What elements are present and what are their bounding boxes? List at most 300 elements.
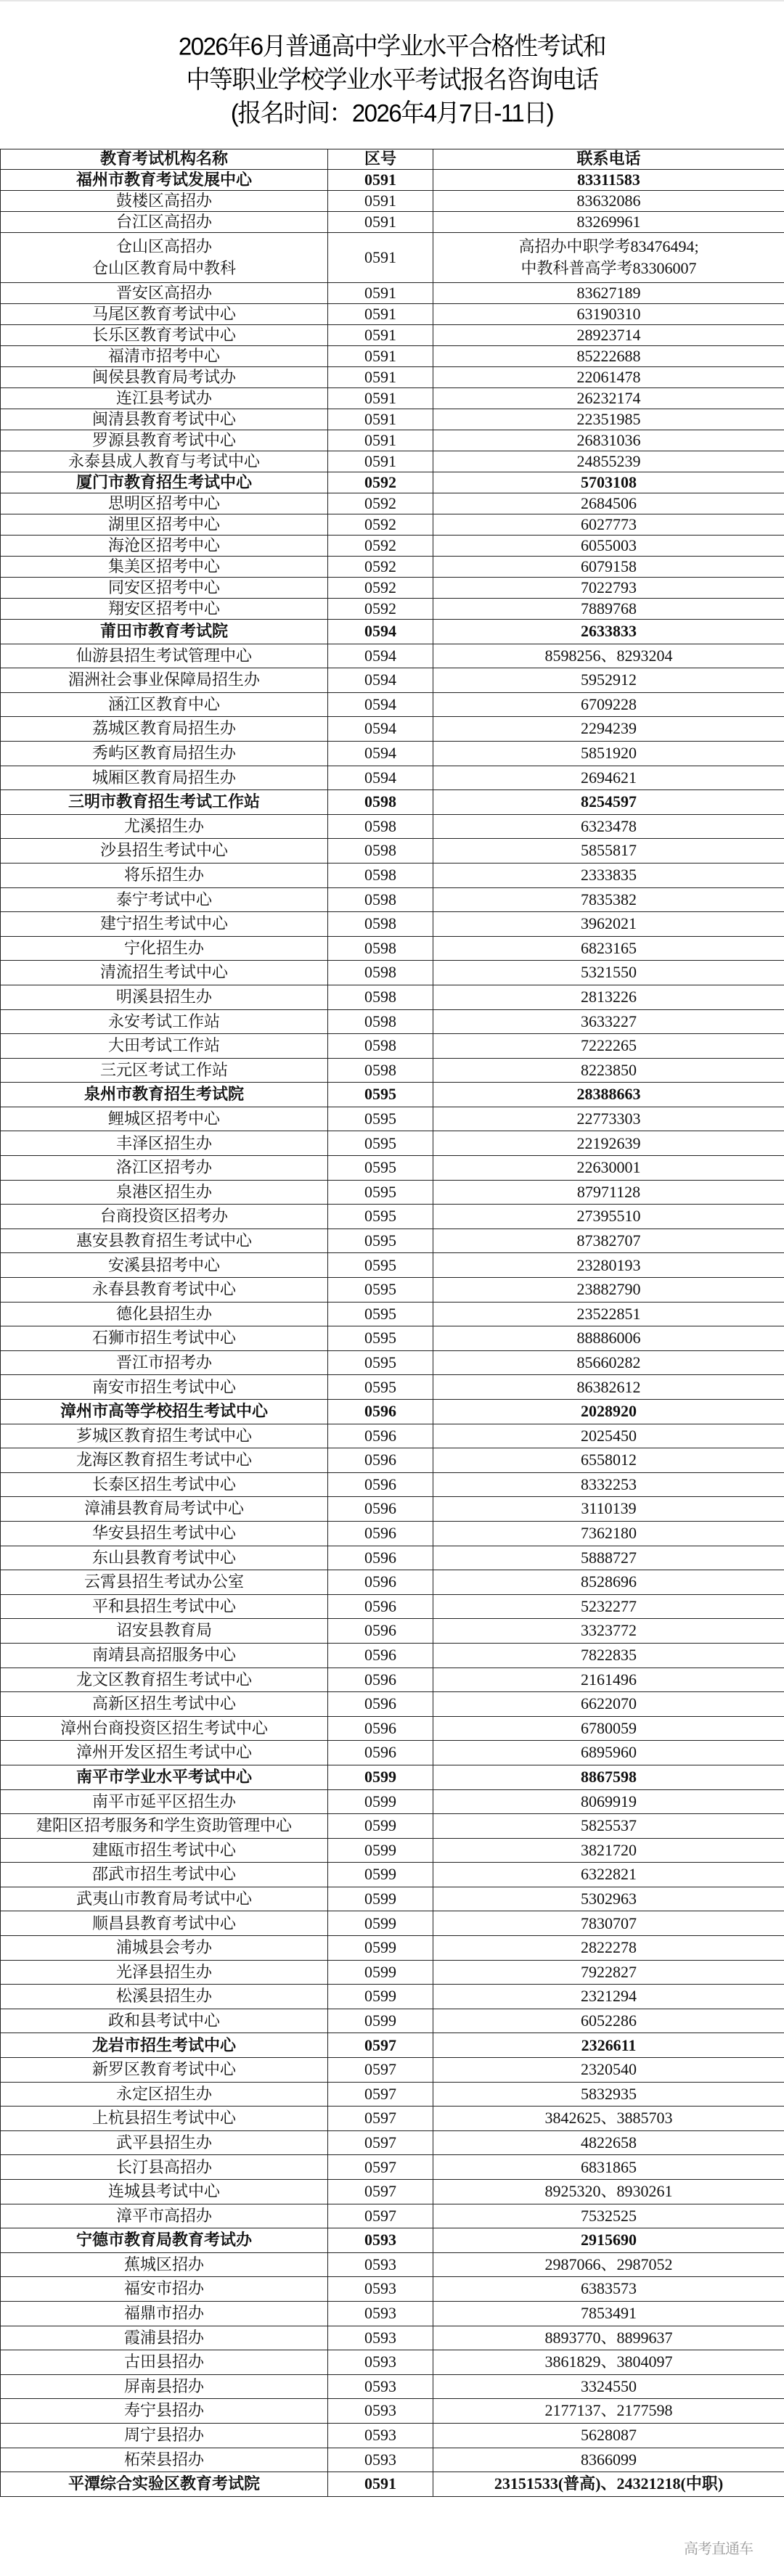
institution-name-cell: 长乐区教育考试中心 (1, 325, 328, 346)
institution-name-cell: 南安市招生考试中心 (1, 1375, 328, 1400)
area-code-cell: 0591 (328, 367, 433, 388)
table-row (1, 2009, 784, 2033)
document-title (0, 0, 784, 149)
phone-cell: 3324550 (433, 2374, 784, 2399)
institution-name-cell: 东山县教育考试中心 (1, 1546, 328, 1570)
area-code-cell: 0593 (328, 2326, 433, 2350)
institution-name-cell: 仓山区高招办 仓山区教育局中教科 (1, 233, 328, 283)
phone-cell: 2333835 (433, 863, 784, 887)
institution-name-cell: 湄洲社会事业保障局招生办 (1, 668, 328, 693)
table-row (1, 741, 784, 766)
table-row (1, 1936, 784, 1961)
table-row (1, 304, 784, 325)
table-row (1, 1058, 784, 1083)
table-row (1, 346, 784, 367)
institution-name-cell: 尤溪招生办 (1, 814, 328, 839)
area-code-cell: 0596 (328, 1643, 433, 1668)
phone-cell: 2684506 (433, 493, 784, 514)
phone-cell: 87971128 (433, 1180, 784, 1205)
phone-cell: 85660282 (433, 1350, 784, 1375)
area-code-cell: 0593 (328, 2252, 433, 2277)
institution-name-cell: 宁德市教育局教育考试办 (1, 2228, 328, 2253)
institution-name-cell: 漳州市高等学校招生考试中心 (1, 1400, 328, 1424)
table-row (1, 1814, 784, 1839)
area-code-cell: 0596 (328, 1570, 433, 1595)
institution-name-cell: 惠安县教育招生考试中心 (1, 1228, 328, 1253)
institution-name-cell: 福州市教育考试发展中心 (1, 170, 328, 191)
phone-cell: 86382612 (433, 1375, 784, 1400)
institution-name-cell: 荔城区教育局招生办 (1, 717, 328, 742)
area-code-cell: 0594 (328, 692, 433, 717)
phone-cell: 6322821 (433, 1863, 784, 1887)
table-row (1, 2448, 784, 2472)
institution-name-cell: 顺昌县教育考试中心 (1, 1911, 328, 1936)
area-code-cell: 0594 (328, 766, 433, 790)
area-code-cell: 0595 (328, 1107, 433, 1131)
area-code-cell: 0594 (328, 668, 433, 693)
institution-name-cell: 蕉城区招办 (1, 2252, 328, 2277)
institution-name-cell: 泰宁考试中心 (1, 887, 328, 912)
table-row (1, 692, 784, 717)
phone-cell: 2987066、2987052 (433, 2252, 784, 2277)
area-code-cell: 0596 (328, 1668, 433, 1692)
table-row (1, 1887, 784, 1911)
title-line-2: 中等职业学校学业水平考试报名咨询电话 (186, 65, 598, 94)
area-code-cell: 0591 (328, 170, 433, 191)
institution-name-cell: 闽侯县教育局考试办 (1, 367, 328, 388)
table-row (1, 1009, 784, 1034)
phone-cell: 6027773 (433, 514, 784, 536)
table-row (1, 961, 784, 985)
area-code-cell: 0596 (328, 1716, 433, 1741)
institution-name-cell: 同安区招考中心 (1, 578, 328, 599)
table-row (1, 1228, 784, 1253)
institution-name-cell: 仙游县招生考试管理中心 (1, 644, 328, 668)
phone-cell: 26831036 (433, 430, 784, 451)
institution-name-cell: 晋安区高招办 (1, 283, 328, 304)
area-code-cell: 0596 (328, 1521, 433, 1546)
institution-name-cell: 翔安区招考中心 (1, 599, 328, 620)
table-row (1, 1156, 784, 1181)
institution-name-cell: 秀屿区教育局招生办 (1, 741, 328, 766)
institution-name-cell: 罗源县教育考试中心 (1, 430, 328, 451)
table-row (1, 1205, 784, 1229)
institution-name-cell: 武平县招生办 (1, 2130, 328, 2155)
phone-cell: 7922827 (433, 1960, 784, 1985)
area-code-cell: 0595 (328, 1253, 433, 1278)
area-code-cell: 0598 (328, 1058, 433, 1083)
phone-cell: 22630001 (433, 1156, 784, 1181)
area-code-cell: 0597 (328, 2082, 433, 2107)
institution-name-cell: 永春县教育考试中心 (1, 1278, 328, 1303)
area-code-cell: 0595 (328, 1131, 433, 1156)
phone-cell: 63190310 (433, 304, 784, 325)
table-row-city-header (1, 1400, 784, 1424)
phone-cell: 5232277 (433, 1594, 784, 1619)
area-code-cell: 0591 (328, 409, 433, 430)
institution-name-cell: 闽清县教育考试中心 (1, 409, 328, 430)
table-row (1, 325, 784, 346)
area-code-cell: 0599 (328, 1985, 433, 2009)
table-row (1, 430, 784, 451)
institution-name-cell: 台商投资区招考办 (1, 1205, 328, 1229)
phone-cell: 6558012 (433, 1448, 784, 1473)
phone-cell: 83269961 (433, 212, 784, 233)
institution-name-cell: 思明区招考中心 (1, 493, 328, 514)
area-code-cell: 0593 (328, 2228, 433, 2253)
area-code-cell: 0591 (328, 304, 433, 325)
table-row (1, 717, 784, 742)
institution-name-cell: 武夷山市教育局考试中心 (1, 1887, 328, 1911)
phone-cell: 6831865 (433, 2155, 784, 2180)
phone-cell: 2177137、2177598 (433, 2399, 784, 2424)
institution-name-cell: 台江区高招办 (1, 212, 328, 233)
phone-cell: 22773303 (433, 1107, 784, 1131)
area-code-cell: 0598 (328, 1034, 433, 1059)
table-row (1, 1838, 784, 1863)
institution-name-cell: 南平市学业水平考试中心 (1, 1765, 328, 1789)
table-row (1, 1350, 784, 1375)
table-row (1, 578, 784, 599)
area-code-cell: 0596 (328, 1497, 433, 1522)
table-row (1, 2423, 784, 2448)
area-code-cell: 0593 (328, 2301, 433, 2326)
table-row (1, 2155, 784, 2180)
phone-cell: 83632086 (433, 191, 784, 212)
table-row (1, 367, 784, 388)
area-code-cell: 0599 (328, 1863, 433, 1887)
table-row (1, 536, 784, 557)
area-code-cell: 0598 (328, 814, 433, 839)
table-row (1, 233, 784, 283)
phone-cell: 8528696 (433, 1570, 784, 1595)
institution-name-cell: 松溪县招生办 (1, 1985, 328, 2009)
area-code-cell: 0599 (328, 1887, 433, 1911)
institution-name-cell: 漳平市高招办 (1, 2204, 328, 2228)
phone-cell: 3110139 (433, 1497, 784, 1522)
table-row (1, 1692, 784, 1717)
phone-cell: 3821720 (433, 1838, 784, 1863)
institution-name-cell: 福安市招办 (1, 2277, 328, 2302)
table-row (1, 212, 784, 233)
institution-name-cell: 古田县招办 (1, 2350, 328, 2375)
area-code-cell: 0595 (328, 1180, 433, 1205)
institution-name-cell: 鲤城区招考中心 (1, 1107, 328, 1131)
phone-cell: 87382707 (433, 1228, 784, 1253)
phone-cell: 6780059 (433, 1716, 784, 1741)
institution-name-cell: 三元区考试工作站 (1, 1058, 328, 1083)
table-row (1, 2301, 784, 2326)
table-row (1, 1594, 784, 1619)
phone-cell: 88886006 (433, 1326, 784, 1351)
phone-cell: 22061478 (433, 367, 784, 388)
table-row (1, 388, 784, 409)
area-code-cell: 0597 (328, 2155, 433, 2180)
institution-name-cell: 龙文区教育招生考试中心 (1, 1668, 328, 1692)
phone-cell: 8925320、8930261 (433, 2180, 784, 2204)
area-code-cell: 0593 (328, 2399, 433, 2424)
table-row (1, 1497, 784, 1522)
table-row-city-header (1, 1083, 784, 1107)
phone-cell: 8254597 (433, 790, 784, 815)
institution-name-cell: 连城县考试中心 (1, 2180, 328, 2204)
phone-cell: 8069919 (433, 1789, 784, 1814)
table-row (1, 2058, 784, 2083)
table-row (1, 409, 784, 430)
phone-cell: 5703108 (433, 472, 784, 493)
area-code-cell: 0598 (328, 936, 433, 961)
institution-name-cell: 平和县招生考试中心 (1, 1594, 328, 1619)
phone-cell: 83627189 (433, 283, 784, 304)
table-row-city-header (1, 1765, 784, 1789)
area-code-cell: 0591 (328, 2472, 433, 2497)
table-row (1, 1326, 784, 1351)
phone-cell: 24855239 (433, 451, 784, 472)
table-row (1, 2374, 784, 2399)
institution-name-cell: 龙海区教育招生考试中心 (1, 1448, 328, 1473)
area-code-cell: 0597 (328, 2130, 433, 2155)
phone-cell: 23151533(普高)、24321218(中职) (433, 2472, 784, 2497)
institution-name-cell: 漳州开发区招生考试中心 (1, 1741, 328, 1765)
institution-name-cell: 洛江区招考办 (1, 1156, 328, 1181)
area-code-cell: 0596 (328, 1692, 433, 1717)
institution-name-cell: 平潭综合实验区教育考试院 (1, 2472, 328, 2497)
table-row-city-header (1, 472, 784, 493)
institution-name-cell: 霞浦县招办 (1, 2326, 328, 2350)
area-code-cell: 0597 (328, 2033, 433, 2058)
phone-cell: 2320540 (433, 2058, 784, 2083)
area-code-cell: 0591 (328, 451, 433, 472)
phone-cell: 6052286 (433, 2009, 784, 2033)
area-code-cell: 0599 (328, 1838, 433, 1863)
area-code-cell: 0591 (328, 212, 433, 233)
area-code-cell: 0598 (328, 887, 433, 912)
area-code-cell: 0597 (328, 2180, 433, 2204)
phone-cell: 2161496 (433, 1668, 784, 1692)
table-row (1, 1985, 784, 2009)
institution-name-cell: 高新区招生考试中心 (1, 1692, 328, 1717)
area-code-cell: 0591 (328, 346, 433, 367)
phone-cell: 83311583 (433, 170, 784, 191)
phone-cell: 2813226 (433, 985, 784, 1009)
table-row (1, 1668, 784, 1692)
phone-cell: 8332253 (433, 1472, 784, 1497)
institution-name-cell: 华安县招生考试中心 (1, 1521, 328, 1546)
table-row (1, 912, 784, 937)
phone-cell: 2915690 (433, 2228, 784, 2253)
institution-name-cell: 湖里区招考中心 (1, 514, 328, 536)
area-code-cell: 0595 (328, 1205, 433, 1229)
area-code-cell: 0596 (328, 1594, 433, 1619)
institution-name-cell: 安溪县招考中心 (1, 1253, 328, 1278)
phone-cell: 6622070 (433, 1692, 784, 1717)
area-code-cell: 0599 (328, 1765, 433, 1789)
table-row (1, 1521, 784, 1546)
phone-cell: 5832935 (433, 2082, 784, 2107)
phone-cell: 22192639 (433, 1131, 784, 1156)
phone-cell: 26232174 (433, 388, 784, 409)
institution-name-cell: 政和县考试中心 (1, 2009, 328, 2033)
phone-cell: 2294239 (433, 717, 784, 742)
table-row (1, 1034, 784, 1059)
table-row (1, 2180, 784, 2204)
watermark: 高考直通车 (684, 2540, 753, 2557)
institution-name-cell: 邵武市招生考试中心 (1, 1863, 328, 1887)
table-row (1, 1253, 784, 1278)
phone-cell: 5952912 (433, 668, 784, 693)
institution-name-cell: 南靖县高招服务中心 (1, 1643, 328, 1668)
area-code-cell: 0595 (328, 1156, 433, 1181)
table-row (1, 1107, 784, 1131)
area-code-cell: 0594 (328, 741, 433, 766)
table-row (1, 2082, 784, 2107)
table-row (1, 985, 784, 1009)
area-code-cell: 0595 (328, 1375, 433, 1400)
area-code-cell: 0596 (328, 1472, 433, 1497)
institution-name-cell: 建阳区招考服务和学生资助管理中心 (1, 1814, 328, 1839)
phone-cell: 3962021 (433, 912, 784, 937)
table-row (1, 599, 784, 620)
table-row-city-header (1, 2033, 784, 2058)
institution-name-cell: 石狮市招生考试中心 (1, 1326, 328, 1351)
table-row (1, 1424, 784, 1448)
table-row (1, 1911, 784, 1936)
table-row (1, 451, 784, 472)
phone-cell: 22351985 (433, 409, 784, 430)
table-row (1, 1302, 784, 1326)
table-row (1, 1131, 784, 1156)
table-row (1, 887, 784, 912)
area-code-cell: 0595 (328, 1350, 433, 1375)
area-code-cell: 0591 (328, 191, 433, 212)
institution-name-cell: 新罗区教育考试中心 (1, 2058, 328, 2083)
area-code-cell: 0591 (328, 283, 433, 304)
institution-name-cell: 三明市教育招生考试工作站 (1, 790, 328, 815)
area-code-cell: 0599 (328, 1814, 433, 1839)
table-row (1, 2277, 784, 2302)
area-code-cell: 0591 (328, 325, 433, 346)
institution-name-cell: 厦门市教育招生考试中心 (1, 472, 328, 493)
phone-cell: 8223850 (433, 1058, 784, 1083)
phone-cell: 2321294 (433, 1985, 784, 2009)
institution-name-cell: 连江县考试办 (1, 388, 328, 409)
institution-name-cell: 德化县招生办 (1, 1302, 328, 1326)
area-code-cell: 0594 (328, 620, 433, 644)
area-code-cell: 0591 (328, 233, 433, 283)
table-row (1, 668, 784, 693)
phone-cell: 23280193 (433, 1253, 784, 1278)
table-row-city-header (1, 620, 784, 644)
institution-name-cell: 寿宁县招办 (1, 2399, 328, 2424)
area-code-cell: 0595 (328, 1326, 433, 1351)
area-code-cell: 0593 (328, 2374, 433, 2399)
institution-name-cell: 柘荣县招办 (1, 2448, 328, 2472)
institution-name-cell: 上杭县招生考试中心 (1, 2107, 328, 2131)
area-code-cell: 0597 (328, 2107, 433, 2131)
institution-name-cell: 周宁县招办 (1, 2423, 328, 2448)
area-code-cell: 0598 (328, 863, 433, 887)
area-code-cell: 0592 (328, 536, 433, 557)
title-line-1: 2026年6月普通高中学业水平合格性考试和 (178, 32, 606, 61)
institution-name-cell: 光泽县招生办 (1, 1960, 328, 1985)
area-code-cell: 0595 (328, 1278, 433, 1303)
institution-name-cell: 长汀县高招办 (1, 2155, 328, 2180)
institution-name-cell: 将乐招生办 (1, 863, 328, 887)
table-row (1, 191, 784, 212)
phone-cell: 8598256、8293204 (433, 644, 784, 668)
phone-cell: 8867598 (433, 1765, 784, 1789)
phone-cell: 7222265 (433, 1034, 784, 1059)
phone-cell: 8893770、8899637 (433, 2326, 784, 2350)
institution-name-cell: 丰泽区招生办 (1, 1131, 328, 1156)
area-code-cell: 0597 (328, 2058, 433, 2083)
area-code-cell: 0599 (328, 1936, 433, 1961)
phone-cell: 6895960 (433, 1741, 784, 1765)
table-row (1, 1472, 784, 1497)
table-header-row (1, 149, 784, 170)
phone-cell: 23522851 (433, 1302, 784, 1326)
phone-cell: 2025450 (433, 1424, 784, 1448)
phone-cell: 8366099 (433, 2448, 784, 2472)
phone-cell: 2633833 (433, 620, 784, 644)
institution-name-cell: 诏安县教育局 (1, 1619, 328, 1644)
phone-cell: 2694621 (433, 766, 784, 790)
area-code-cell: 0595 (328, 1302, 433, 1326)
table-row (1, 1570, 784, 1595)
table-row-city-header (1, 2472, 784, 2497)
table-row (1, 1863, 784, 1887)
phone-cell: 5825537 (433, 1814, 784, 1839)
table-row (1, 766, 784, 790)
phone-cell: 7022793 (433, 578, 784, 599)
institution-name-cell: 漳州台商投资区招生考试中心 (1, 1716, 328, 1741)
phone-cell: 3323772 (433, 1619, 784, 1644)
area-code-cell: 0593 (328, 2350, 433, 2375)
area-code-cell: 0591 (328, 388, 433, 409)
institution-name-cell: 福清市招考中心 (1, 346, 328, 367)
institution-name-cell: 浦城县会考办 (1, 1936, 328, 1961)
institution-name-cell: 泉港区招生办 (1, 1180, 328, 1205)
table-row (1, 1278, 784, 1303)
institution-name-cell: 建瓯市招生考试中心 (1, 1838, 328, 1863)
area-code-cell: 0596 (328, 1546, 433, 1570)
institution-name-cell: 涵江区教育中心 (1, 692, 328, 717)
institution-name-cell: 屏南县招办 (1, 2374, 328, 2399)
table-row (1, 2107, 784, 2131)
institution-name-cell: 南平市延平区招生办 (1, 1789, 328, 1814)
institution-name-cell: 云霄县招生考试办公室 (1, 1570, 328, 1595)
area-code-cell: 0598 (328, 790, 433, 815)
phone-cell: 5321550 (433, 961, 784, 985)
institution-name-cell: 漳浦县教育局考试中心 (1, 1497, 328, 1522)
institution-name-cell: 集美区招考中心 (1, 557, 328, 578)
phone-cell: 2326611 (433, 2033, 784, 2058)
institution-name-cell: 鼓楼区高招办 (1, 191, 328, 212)
table-row (1, 514, 784, 536)
phone-cell: 7532525 (433, 2204, 784, 2228)
contact-table (0, 149, 784, 2497)
area-code-cell: 0595 (328, 1083, 433, 1107)
institution-name-cell: 明溪县招生办 (1, 985, 328, 1009)
phone-cell: 7362180 (433, 1521, 784, 1546)
area-code-cell: 0599 (328, 1911, 433, 1936)
institution-name-cell: 城厢区教育局招生办 (1, 766, 328, 790)
area-code-cell: 0591 (328, 430, 433, 451)
phone-cell: 23882790 (433, 1278, 784, 1303)
header-phone: 联系电话 (433, 149, 784, 170)
table-row (1, 557, 784, 578)
institution-name-cell: 建宁招生考试中心 (1, 912, 328, 937)
